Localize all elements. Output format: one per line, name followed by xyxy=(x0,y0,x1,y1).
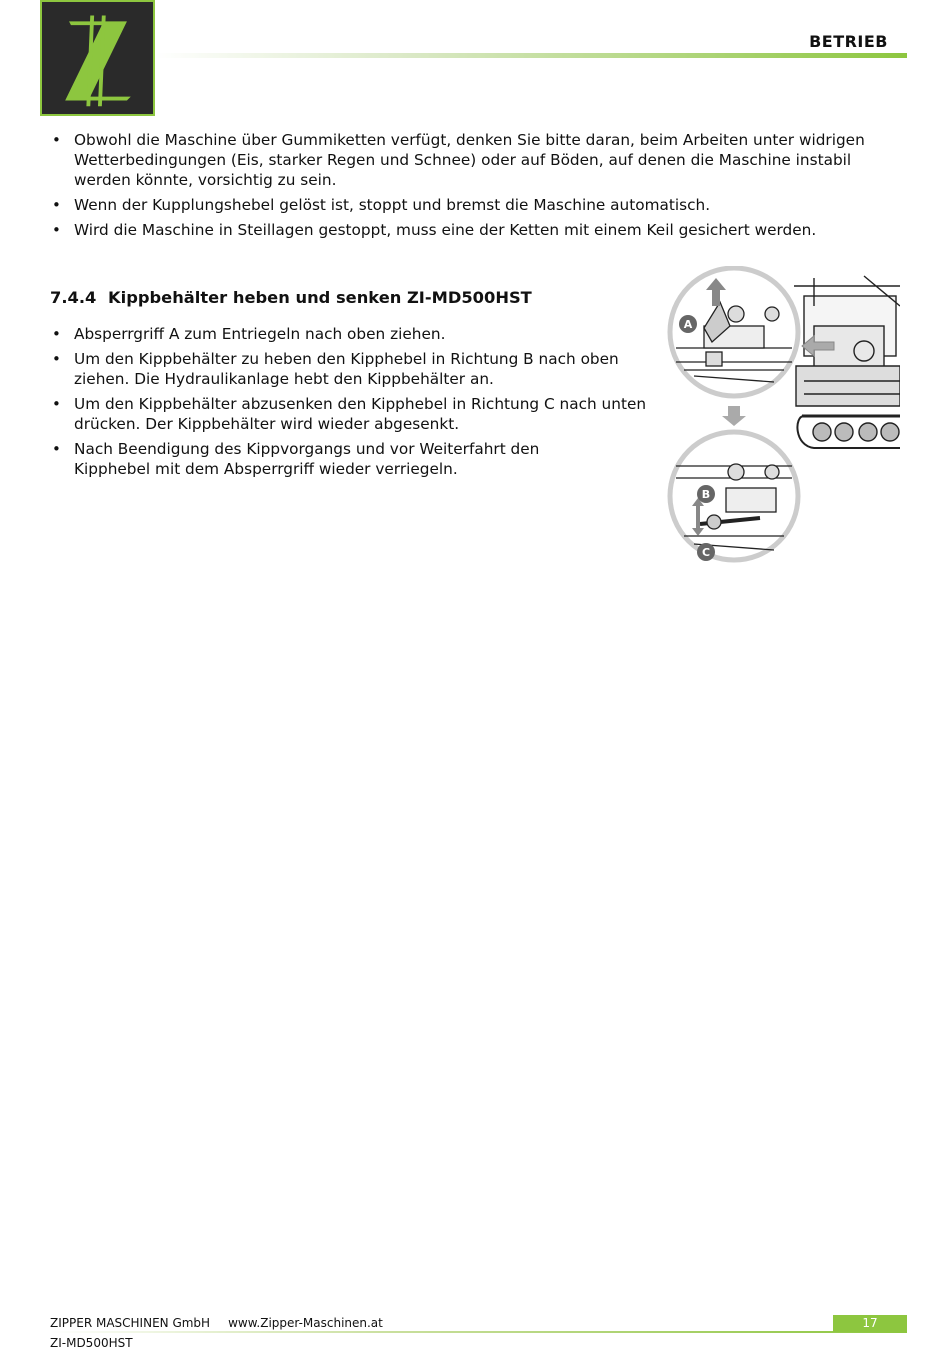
label-b: B xyxy=(701,488,711,501)
zipper-z-logo-icon xyxy=(42,2,153,114)
footer-company-line xyxy=(50,1316,383,1330)
footer-company: ZIPPER MASCHINEN GmbH xyxy=(50,1316,211,1330)
chapter-title: BETRIEB xyxy=(809,32,888,51)
tipping-lever-illustration xyxy=(664,266,900,564)
label-c: C xyxy=(701,546,711,559)
header-divider xyxy=(155,53,907,58)
intro-bullet-list xyxy=(50,130,900,245)
footer-model: ZI-MD500HST xyxy=(50,1336,133,1350)
label-a: A xyxy=(683,318,693,331)
list-item: • Wird die Maschine in Steillagen gestoppt, muss eine der Ketten mit einem Keil gesichert werden. xyxy=(50,220,900,240)
list-item: • Um den Kippbehälter zu heben den Kipphebel in Richtung B nach oben ziehen. Die Hydraulikanlage hebt den Kippbehälter an. xyxy=(50,349,654,389)
section-bullet-list xyxy=(50,324,650,484)
machine-lever-diagram xyxy=(664,266,900,564)
list-item: • Absperrgriff A zum Entriegeln nach oben ziehen. xyxy=(50,324,650,344)
section-number: 7.4.4 xyxy=(50,288,97,307)
list-item: • Um den Kippbehälter abzusenken den Kipphebel in Richtung C nach unten drücken. Der Kippbehälter wird wieder abgesenkt. xyxy=(50,394,654,434)
list-item: • Wenn der Kupplungshebel gelöst ist, stoppt und bremst die Maschine automatisch. xyxy=(50,195,900,215)
section-title: Kippbehälter heben und senken ZI-MD500HST xyxy=(108,288,532,307)
list-item: • Nach Beendigung des Kippvorgangs und vor Weiterfahrt den Kipphebel mit dem Absperrgriff wieder verriegeln. xyxy=(50,439,614,479)
footer-divider xyxy=(50,1331,907,1333)
zipper-logo xyxy=(40,0,155,116)
section-heading xyxy=(50,288,532,307)
footer-url: www.Zipper-Maschinen.at xyxy=(228,1316,383,1330)
page-number: 17 xyxy=(833,1315,907,1332)
list-item: • Obwohl die Maschine über Gummiketten verfügt, denken Sie bitte daran, beim Arbeiten unter widrigen Wetterbedingungen (Eis, starker Regen und Schnee) oder auf Böden, auf denen die Maschine instabil werden könnte, vorsichtig zu sein. xyxy=(50,130,904,190)
